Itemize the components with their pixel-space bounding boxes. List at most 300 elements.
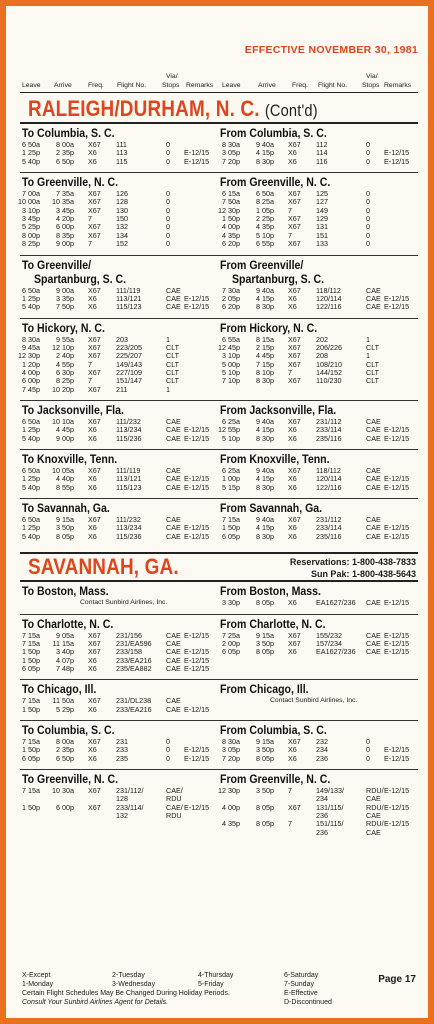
remarks: E-12/15 — [184, 630, 210, 640]
leave-time: 1 25p — [22, 293, 40, 303]
flight-number: 149 — [316, 205, 328, 215]
arrive-time: 4 55p — [56, 359, 74, 369]
remarks: E-12/15 — [384, 753, 410, 763]
flight-number: 110/230 — [316, 376, 342, 386]
remarks: E-12/15 — [184, 302, 210, 312]
to-destination-title: To Greenville, N. C. — [22, 772, 119, 786]
arrive-time: 3 35p — [56, 293, 74, 303]
arrive-time: 10 05a — [52, 466, 74, 476]
arrive-time: 7 35a — [56, 189, 74, 199]
arrive-time: 8 05p — [256, 802, 274, 812]
to-destination-title: To Savannah, Ga. — [22, 501, 110, 516]
leave-time: 7 25a — [222, 630, 240, 640]
from-destination-title: From Greenville/ — [220, 257, 304, 272]
remarks: E-12/15 — [184, 523, 210, 533]
from-destination-title: From Savannah, Ga. — [220, 501, 323, 516]
via-stops: CAE — [166, 425, 181, 435]
frequency: X6 — [88, 753, 97, 763]
block-divider — [20, 614, 418, 615]
remarks: E-12/15 — [184, 753, 210, 763]
to-destination-title: To Hickory, N. C. — [22, 320, 105, 335]
via-stops: CAE — [166, 704, 181, 714]
via-stops: CAE — [366, 827, 381, 837]
via-stops: CAE — [166, 482, 181, 492]
arrive-time: 8 15a — [256, 334, 274, 344]
flight-number: 118/112 — [316, 285, 341, 295]
flight-number: 236 — [316, 827, 328, 837]
frequency: X67 — [88, 197, 101, 207]
block-divider — [20, 720, 418, 721]
remarks: E-12/15 — [184, 663, 210, 673]
flight-number: EA1627/236 — [316, 647, 356, 657]
remarks: E-12/15 — [184, 655, 210, 665]
from-row — [220, 434, 420, 443]
legend-friday: 5-Friday — [198, 981, 224, 988]
frequency: X67 — [88, 342, 101, 352]
frequency: X6 — [88, 148, 97, 158]
to-destination-title: To Knoxville, Tenn. — [22, 452, 118, 467]
to-destination-title: To Greenville, N. C. — [22, 175, 119, 190]
frequency: 7 — [288, 205, 292, 215]
arrive-time: 6 30p — [56, 367, 74, 377]
via-stops: CAE — [366, 425, 381, 435]
leave-time: 6 55a — [222, 334, 240, 344]
leave-time: 5 40p — [22, 531, 40, 541]
flight-number: 113/234 — [116, 425, 142, 435]
col-freq: Freq. — [88, 82, 104, 89]
flight-number: 206/226 — [316, 342, 342, 352]
leave-time: 4 00p — [222, 802, 240, 812]
remarks: E-12/15 — [384, 630, 410, 640]
from-destination-title-2: Spartanburg, S. C. — [232, 271, 325, 286]
frequency: X67 — [88, 786, 101, 795]
block-divider — [20, 449, 418, 450]
remarks: E-12/15 — [184, 433, 210, 443]
leave-time: 7 30a — [222, 285, 240, 295]
flight-number: 235 — [116, 753, 128, 763]
flight-number: 151/115/ — [316, 819, 344, 829]
col-via: Via/ — [166, 73, 178, 80]
frequency: X67 — [288, 351, 301, 361]
page-number: Page 17 — [378, 974, 416, 985]
frequency: X67 — [88, 466, 101, 476]
via-stops: 0 — [366, 745, 370, 755]
timetable-content — [20, 14, 418, 1014]
from-row — [220, 302, 420, 311]
via-stops: RDU/ — [366, 802, 384, 812]
via-stops: CAE — [366, 515, 381, 525]
via-stops: CAE — [166, 433, 181, 443]
arrive-time: 6 50p — [56, 156, 74, 166]
block-divider — [20, 318, 418, 319]
frequency: X67 — [88, 230, 101, 240]
via-stops: CAE — [166, 647, 181, 657]
to-row — [20, 705, 220, 714]
flight-number: 111/119 — [116, 466, 141, 476]
arrive-time: 8 30p — [256, 482, 274, 492]
frequency: X67 — [288, 515, 301, 525]
arrive-time: 8 00a — [56, 736, 74, 746]
remarks: E-12/15 — [384, 531, 410, 541]
flight-number: 233 — [116, 745, 128, 755]
leave-time: 5 00p — [222, 359, 240, 369]
frequency: X67 — [288, 630, 301, 640]
arrive-time: 8 05p — [256, 647, 274, 657]
flight-number: 111/119 — [116, 285, 141, 295]
from-row — [220, 647, 420, 656]
leave-time: 1 20p — [22, 359, 40, 369]
remarks: E-12/15 — [384, 598, 410, 608]
remarks: E-12/15 — [184, 156, 210, 166]
remarks: E-12/15 — [184, 474, 210, 484]
to-row — [20, 434, 220, 443]
via-stops: CLT — [166, 359, 180, 369]
arrive-time: 8 05p — [56, 531, 74, 541]
from-row — [220, 598, 420, 607]
frequency: X6 — [88, 704, 97, 714]
via-stops: 0 — [366, 148, 370, 158]
frequency: X67 — [88, 647, 101, 657]
via-stops: CAE — [366, 630, 381, 640]
col-remarks: Remarks — [186, 82, 214, 89]
block-divider — [20, 255, 418, 256]
legend-discontinued: D-Discontinued — [284, 999, 332, 1006]
frequency: X67 — [88, 285, 101, 295]
frequency: X67 — [288, 285, 301, 295]
remarks: E-12/15 — [184, 802, 210, 812]
col-via-2: Via/ — [366, 73, 378, 80]
via-stops: 0 — [366, 140, 370, 149]
flight-number: 232 — [316, 736, 328, 746]
frequency: X67 — [288, 214, 301, 224]
legend-monday: 1-Monday — [22, 981, 54, 988]
frequency: X6 — [288, 482, 297, 492]
flight-number: 131/115/ — [316, 802, 344, 812]
flight-number: 115/236 — [116, 531, 142, 541]
frequency: X6 — [88, 302, 97, 312]
remarks: E-12/15 — [184, 531, 210, 541]
flight-number: 134 — [116, 230, 128, 240]
flight-number: 233/114 — [316, 425, 342, 435]
flight-number: 211 — [116, 384, 128, 394]
flight-number: 208 — [316, 351, 328, 361]
arrive-time: 9 40a — [256, 285, 274, 295]
legend-consult-note: Consult Your Sunbird Airlines Agent for Details. — [22, 999, 169, 1006]
legend-sunday: 7-Sunday — [284, 981, 314, 988]
leave-time: 7 10p — [222, 376, 240, 386]
leave-time: 7 15a — [22, 638, 40, 648]
flight-number: 233/EA216 — [116, 655, 152, 665]
frequency: X67 — [288, 239, 301, 249]
column-header-row — [20, 62, 418, 93]
frequency: X67 — [288, 189, 301, 199]
leave-time: 4 00p — [22, 367, 40, 377]
arrive-time: 3 50p — [256, 786, 274, 795]
section-title-rule — [20, 580, 418, 582]
arrive-time: 8 30p — [256, 156, 274, 166]
frequency: X67 — [288, 140, 301, 149]
leave-time: 5 40p — [22, 156, 40, 166]
to-destination-title: To Columbia, S. C. — [22, 126, 115, 140]
to-destination-title: To Greenville/ — [22, 257, 92, 272]
col-flight-2: Flight No. — [318, 82, 348, 89]
col-freq-2: Freq. — [292, 82, 308, 89]
via-stops: 1 — [166, 334, 170, 344]
leave-time: 7 15a — [22, 696, 40, 706]
flight-number: 236 — [316, 753, 328, 763]
arrive-time: 9 15a — [56, 515, 74, 525]
legend-saturday: 6-Saturday — [284, 972, 319, 979]
flight-number: 113 — [116, 148, 128, 158]
frequency: 7 — [288, 786, 292, 795]
arrive-time: 3 45p — [56, 205, 74, 215]
frequency: X6 — [288, 293, 297, 303]
via-stops: 0 — [166, 753, 170, 763]
arrive-time: 4 15p — [256, 425, 274, 435]
remarks: E-12/15 — [384, 802, 410, 812]
leave-time: 5 40p — [22, 482, 40, 492]
flight-number: 231/112/ — [116, 786, 144, 795]
via-stops: CAE — [166, 523, 181, 533]
leave-time: 8 25p — [22, 239, 40, 249]
arrive-time: 6 50p — [56, 753, 74, 763]
via-stops: 0 — [166, 222, 170, 232]
via-stops: CLT — [166, 376, 180, 386]
arrive-time: 11 15a — [52, 638, 74, 648]
flight-number: EA1627/236 — [316, 598, 356, 608]
via-stops: 0 — [166, 736, 170, 746]
flight-number: 231/112 — [316, 417, 342, 426]
arrive-time: 9 00p — [56, 239, 74, 249]
flight-number: 157/234 — [316, 638, 342, 648]
flight-number: 115/123 — [116, 482, 142, 492]
via-stops: CAE — [366, 811, 381, 821]
via-stops: 0 — [166, 189, 170, 199]
via-stops: 0 — [366, 222, 370, 232]
frequency: X6 — [88, 663, 97, 673]
leave-time: 12 30p — [218, 786, 240, 795]
to-row — [20, 239, 220, 248]
flight-number: 235/EA882 — [116, 663, 152, 673]
arrive-time: 8 25p — [56, 376, 74, 386]
frequency: X6 — [288, 302, 297, 312]
via-stops: CAE — [166, 515, 181, 525]
remarks: E-12/15 — [184, 482, 210, 492]
frequency: X67 — [88, 367, 101, 377]
flight-number: 128 — [116, 794, 128, 804]
legend-except: X-Except — [22, 972, 51, 979]
flight-number: 234 — [316, 794, 328, 804]
leave-time: 5 25p — [22, 222, 40, 232]
block-divider — [20, 679, 418, 680]
from-destination-title: From Columbia, S. C. — [220, 722, 327, 737]
section-title-rule — [20, 122, 418, 124]
arrive-time: 9 05a — [56, 630, 74, 640]
arrive-time: 4 15p — [256, 148, 274, 158]
leave-time: 1 50p — [222, 214, 240, 224]
from-destination-title: From Columbia, S. C. — [220, 126, 327, 140]
via-stops: 0 — [366, 189, 370, 199]
frequency: X67 — [288, 802, 301, 812]
frequency: X67 — [88, 696, 101, 706]
frequency: X67 — [288, 197, 301, 207]
arrive-time: 5 10p — [256, 230, 274, 240]
via-stops: CAE — [166, 655, 181, 665]
arrive-time: 4 45p — [256, 351, 274, 361]
arrive-time: 8 30p — [256, 302, 274, 312]
via-stops: 0 — [366, 239, 370, 249]
frequency: X6 — [88, 745, 97, 755]
leave-time: 1 00p — [222, 474, 240, 484]
arrive-time: 8 55p — [56, 482, 74, 492]
arrive-time: 9 40a — [256, 417, 274, 426]
col-arrive-2: Arrive — [258, 82, 276, 89]
frequency: 7 — [288, 367, 292, 377]
arrive-time: 3 50p — [56, 523, 74, 533]
frequency: X67 — [88, 334, 101, 344]
to-destination-title: To Jacksonville, Fla. — [22, 403, 124, 417]
leave-time: 6 25a — [222, 417, 240, 426]
remarks: E-12/15 — [384, 433, 410, 443]
arrive-time: 10 20p — [52, 384, 74, 394]
to-row — [20, 302, 220, 311]
via-stops: 0 — [166, 230, 170, 240]
to-row — [20, 532, 220, 541]
frequency: 7 — [288, 819, 292, 829]
flight-number: 234 — [316, 745, 328, 755]
via-stops: CLT — [366, 342, 380, 352]
flight-number: 111/232 — [116, 515, 141, 525]
leave-time: 1 50p — [22, 647, 40, 657]
frequency: X67 — [88, 205, 101, 215]
leave-time: 7 15a — [22, 736, 40, 746]
via-stops: 0 — [366, 156, 370, 166]
block-divider — [20, 172, 418, 173]
arrive-time: 11 50a — [52, 696, 74, 706]
arrive-time: 9 40a — [256, 140, 274, 149]
col-stops-2: Stops — [362, 82, 380, 89]
flight-number: 151/147 — [116, 376, 142, 386]
to-destination-title-2: Spartanburg, S. C. — [34, 271, 127, 286]
leave-time: 6 50a — [22, 417, 40, 426]
to-row — [20, 483, 220, 492]
frequency: X6 — [88, 655, 97, 665]
to-destination-title: To Charlotte, N. C. — [22, 616, 114, 631]
leave-time: 7 20p — [222, 156, 240, 166]
frequency: 7 — [88, 376, 92, 386]
via-stops: CAE/ — [166, 802, 183, 812]
leave-time: 7 15a — [22, 630, 40, 640]
flight-number: 111/232 — [116, 417, 141, 426]
frequency: X67 — [88, 736, 101, 746]
via-stops: 0 — [366, 736, 370, 746]
flight-number: 108/210 — [316, 359, 342, 369]
remarks: E-12/15 — [384, 293, 410, 303]
arrive-time: 4 45p — [56, 425, 74, 435]
from-destination-title: From Chicago, Ill. — [220, 682, 309, 697]
flight-number: 223/205 — [116, 342, 142, 352]
arrive-time: 10 10a — [52, 417, 74, 426]
frequency: X67 — [288, 334, 301, 344]
leave-time: 6 05p — [22, 753, 40, 763]
arrive-time: 4 15p — [256, 474, 274, 484]
frequency: X6 — [288, 425, 297, 435]
from-row — [220, 754, 420, 763]
leave-time: 8 30a — [222, 140, 240, 149]
remarks: E-12/15 — [184, 704, 210, 714]
frequency: X67 — [88, 802, 101, 812]
leave-time: 6 00p — [22, 376, 40, 386]
section-city: SAVANNAH, GA. — [28, 554, 179, 580]
arrive-time: 2 35p — [56, 148, 74, 158]
remarks: E-12/15 — [184, 425, 210, 435]
via-stops: CAE — [166, 663, 181, 673]
col-arrive: Arrive — [54, 82, 72, 89]
via-stops: 0 — [366, 230, 370, 240]
leave-time: 5 10p — [222, 433, 240, 443]
arrive-time: 4 20p — [56, 214, 74, 224]
remarks: E-12/15 — [384, 148, 410, 158]
remarks: E-12/15 — [184, 745, 210, 755]
remarks: E-12/15 — [384, 638, 410, 648]
arrive-time: 4 40p — [56, 474, 74, 484]
from-row — [220, 376, 420, 385]
flight-number: 233/114 — [316, 523, 342, 533]
via-stops: CAE — [366, 647, 381, 657]
arrive-time: 4 07p — [56, 655, 74, 665]
flight-number: 144/152 — [316, 367, 342, 377]
frequency: 7 — [88, 214, 92, 224]
leave-time: 1 25p — [22, 523, 40, 533]
frequency: X67 — [88, 384, 101, 394]
remarks: E-12/15 — [384, 425, 410, 435]
from-destination-title: From Charlotte, N. C. — [220, 616, 326, 631]
flight-number: 125 — [316, 189, 328, 199]
arrive-time: 2 35p — [56, 745, 74, 755]
via-stops: CAE — [166, 466, 181, 476]
leave-time: 5 40p — [22, 433, 40, 443]
arrive-time: 9 40a — [256, 515, 274, 525]
to-row — [20, 157, 220, 166]
arrive-time: 9 15a — [256, 630, 274, 640]
remarks: E-12/15 — [384, 745, 410, 755]
frequency: X6 — [288, 647, 297, 657]
arrive-time: 7 15p — [256, 359, 274, 369]
leave-time: 5 40p — [22, 302, 40, 312]
contact-note: Contact Sunbird Airlines, Inc. — [80, 599, 168, 607]
remarks: E-12/15 — [384, 474, 410, 484]
arrive-time: 3 40p — [56, 647, 74, 657]
via-stops: CAE — [366, 293, 381, 303]
flight-number: 132 — [116, 811, 128, 821]
block-divider — [20, 769, 418, 770]
arrive-time: 4 15p — [256, 523, 274, 533]
via-stops: CAE — [366, 466, 381, 476]
leave-time: 6 50a — [22, 466, 40, 476]
leave-time: 7 50a — [222, 197, 240, 207]
sunpak-phone: Sun Pak: 1-800-438-5643 — [310, 569, 416, 580]
leave-time: 5 10p — [222, 367, 240, 377]
arrive-time: 8 35p — [56, 230, 74, 240]
via-stops: 0 — [166, 148, 170, 158]
flight-number: 202 — [316, 334, 328, 344]
flight-number: 126 — [116, 189, 128, 199]
flight-number: 155/232 — [316, 630, 342, 640]
flight-number: 132 — [116, 222, 128, 232]
via-stops: 1 — [366, 334, 370, 344]
flight-number: 115 — [116, 156, 128, 166]
via-stops: CAE — [366, 638, 381, 648]
